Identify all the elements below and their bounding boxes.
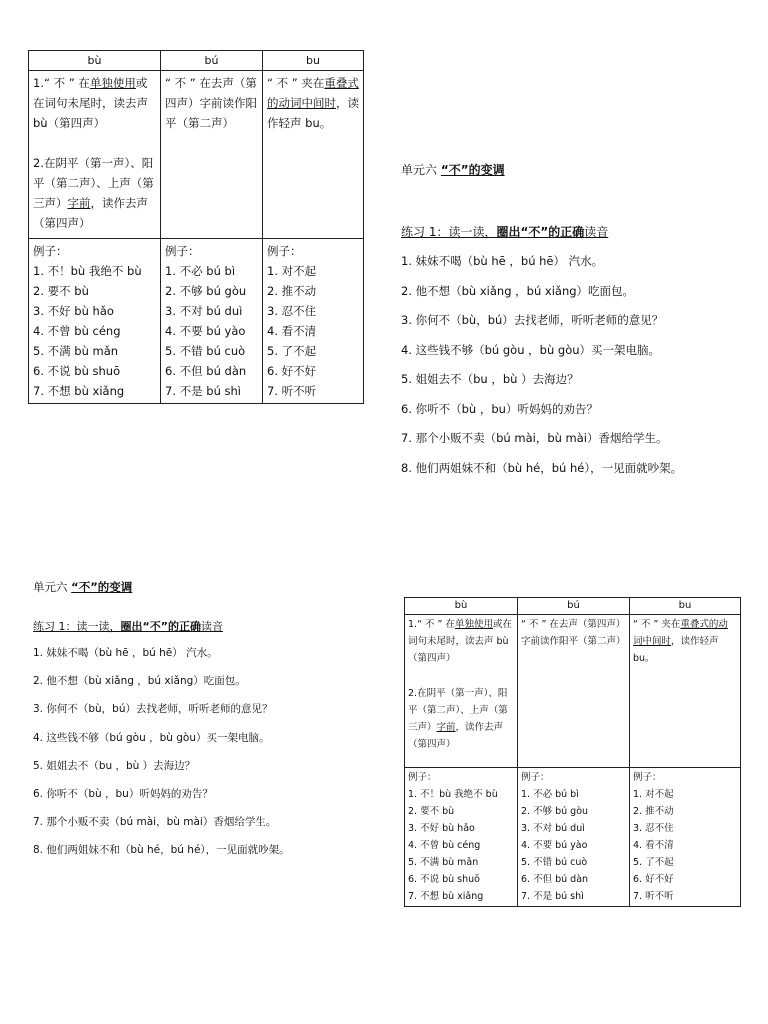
examples-row (29, 239, 364, 404)
question-item: 2. 他不想（bù xiǎng ，bú xiǎng）吃面包。 (401, 283, 635, 298)
question-item: 5. 姐姐去不（bu ，bù ）去海边？ (401, 372, 579, 386)
list-item: 3. 不好 bù hǎo (408, 823, 475, 834)
question-item: 4. 这些钱不够（bú gòu ，bù gòu）买一架电脑。 (33, 731, 270, 744)
question-item: 3. 你何不（bù，bú）去找老师，听听老师的意见？ (33, 703, 273, 716)
list-item: 1. 不！bù 我绝不 bù (33, 264, 142, 278)
table-header-row (405, 598, 741, 615)
header-bu-neutral: bu (630, 598, 741, 615)
list-item: 3. 不对 bú duì (521, 823, 585, 834)
unit-title: 单元六 “不”的变调 (401, 163, 505, 177)
question-item: 2. 他不想（bù xiǎng ，bú xiǎng）吃面包。 (33, 675, 246, 688)
list-item: 2. 推不动 (633, 806, 674, 817)
list-item: 1. 对不起 (267, 264, 317, 278)
list-item: 7. 不是 bú shì (165, 384, 242, 398)
list-item: 2. 不够 bú gòu (521, 806, 589, 817)
list-item: 7. 不是 bú shì (521, 891, 584, 902)
list-item: 6. 不说 bù shuō (33, 364, 121, 378)
tone-rules-table (28, 50, 364, 404)
list-item: 1. 不必 bú bì (165, 264, 236, 278)
table-header-row (29, 51, 364, 71)
question-item: 8. 他们两姐妹不和（bù hé，bú hé），一见面就吵架。 (401, 460, 683, 475)
list-item: 4. 不曾 bù céng (33, 324, 121, 338)
list-item: 1. 不必 bú bì (521, 789, 579, 800)
question-list (401, 247, 761, 483)
header-bu4: bù (405, 598, 518, 615)
list-item: 4. 不要 bú yào (521, 840, 588, 851)
list-item: 3. 忍不住 (267, 304, 317, 318)
header-bu2: bú (518, 598, 630, 615)
question-list (33, 639, 383, 865)
header-bu-neutral: bu (263, 51, 364, 71)
exercise-block-bottom (33, 577, 383, 865)
question-item: 5. 姐姐去不（bu ，bù ）去海边？ (33, 759, 196, 772)
list-item: 4. 看不清 (633, 840, 674, 851)
rule-cell-bu4: 1.“ 不 ” 在单独使用或在词句未尾时，读去声 bù（第四声） 2.在阴平（第一声）、阳平（第二声）、上声（第三声）字前，读作去声（第四声） (405, 615, 518, 768)
rule-cell-bu2: “ 不 ” 在去声（第四声）字前读作阳平（第二声） (161, 71, 263, 239)
examples-cell-bu2: 例子： 1. 不必 bú bì 2. 不够 bú gòu 3. 不对 bú duì 4. 不要 bú yào 5. 不错 bú cuò 6. 不但 bú dàn 7. 不是 bú shì (161, 239, 263, 404)
list-item: 7. 听不听 (633, 891, 674, 902)
list-item: 6. 好不好 (267, 364, 317, 378)
list-item: 6. 好不好 (633, 874, 674, 885)
list-item: 2. 推不动 (267, 284, 317, 298)
list-item: 2. 要不 bù (408, 806, 455, 817)
list-item: 5. 不错 bú cuò (521, 857, 588, 868)
exercise-heading: 练习 1：读一读，圈出“不”的正确读音 (33, 620, 223, 633)
list-item: 3. 不对 bú duì (165, 304, 243, 318)
examples-cell-bu-neutral: 例子： 1. 对不起 2. 推不动 3. 忍不住 4. 看不清 5. 了不起 6. 好不好 7. 听不听 (630, 768, 741, 907)
header-bu2: bú (161, 51, 263, 71)
header-bu4: bù (29, 51, 161, 71)
list-item: 3. 不好 bù hǎo (33, 304, 114, 318)
question-item: 7. 那个小贩不卖（bú mài，bù mài）香烟给学生。 (33, 816, 277, 829)
unit-title: 单元六 “不”的变调 (33, 580, 133, 594)
list-item: 2. 不够 bú gòu (165, 284, 247, 298)
question-item: 1. 妹妹不喝（bù hē ，bú hē） 汽水。 (33, 647, 218, 659)
list-item: 7. 不想 bù xiǎng (408, 891, 484, 902)
tone-rules-table-small (404, 597, 741, 907)
examples-cell-bu4: 例子： 1. 不！bù 我绝不 bù 2. 要不 bù 3. 不好 bù hǎo 4. 不曾 bù céng 5. 不满 bù mǎn 6. 不说 bù shuō 7. 不想 bù xiǎng (29, 239, 161, 404)
list-item: 1. 对不起 (633, 789, 674, 800)
list-item: 7. 听不听 (267, 384, 317, 398)
list-item: 4. 不曾 bù céng (408, 840, 481, 851)
question-item: 6. 你听不（bù ，bu）听妈妈的劝告？ (33, 788, 213, 801)
question-item: 1. 妹妹不喝（bù hē ，bú hē） 汽水。 (401, 254, 604, 268)
examples-cell-bu4: 例子： 1. 不！bù 我绝不 bù 2. 要不 bù 3. 不好 bù hǎo 4. 不曾 bù céng 5. 不满 bù mǎn 6. 不说 bù shuō 7. 不想 bù xiǎng (405, 768, 518, 907)
list-item: 5. 不错 bú cuò (165, 344, 246, 358)
examples-cell-bu-neutral: 例子： 1. 对不起 2. 推不动 3. 忍不住 4. 看不清 5. 了不起 6. 好不好 7. 听不听 (263, 239, 364, 404)
rules-row (405, 615, 741, 768)
list-item: 3. 忍不住 (633, 823, 674, 834)
list-item: 2. 要不 bù (33, 284, 89, 298)
rule-cell-bu-neutral: “ 不 ” 夹在重叠式的动词中间时，读作轻声 bu。 (263, 71, 364, 239)
list-item: 6. 不但 bú dàn (165, 364, 247, 378)
list-item: 5. 了不起 (267, 344, 317, 358)
rule-cell-bu2: “ 不 ” 在去声（第四声）字前读作阳平（第二声） (518, 615, 630, 768)
list-item: 4. 不要 bú yào (165, 324, 246, 338)
exercise-block-top (401, 159, 761, 483)
exercise-heading: 练习 1：读一读，圈出“不”的正确读音 (401, 225, 609, 239)
question-item: 3. 你何不（bù，bú）去找老师，听听老师的意见？ (401, 313, 664, 327)
question-item: 6. 你听不（bù ，bu）听妈妈的劝告？ (401, 401, 598, 416)
question-item: 8. 他们两姐妹不和（bù hé，bú hé），一见面就吵架。 (33, 844, 290, 857)
list-item: 6. 不说 bù shuō (408, 874, 480, 885)
list-item: 5. 不满 bù mǎn (408, 857, 479, 868)
question-item: 4. 这些钱不够（bú gòu ，bù gòu）买一架电脑。 (401, 342, 661, 357)
list-item: 4. 看不清 (267, 324, 317, 338)
examples-cell-bu2: 例子： 1. 不必 bú bì 2. 不够 bú gòu 3. 不对 bú duì 4. 不要 bú yào 5. 不错 bú cuò 6. 不但 bú dàn 7. 不是 bú shì (518, 768, 630, 907)
rule-cell-bu-neutral: “ 不 ” 夹在重叠式的动词中间时，读作轻声 bu。 (630, 615, 741, 768)
list-item: 1. 不！bù 我绝不 bù (408, 789, 498, 800)
list-item: 5. 了不起 (633, 857, 674, 868)
examples-row (405, 768, 741, 907)
rules-row (29, 71, 364, 239)
list-item: 5. 不满 bù mǎn (33, 344, 119, 358)
list-item: 7. 不想 bù xiǎng (33, 384, 125, 398)
list-item: 6. 不但 bú dàn (521, 874, 589, 885)
rule-cell-bu4: 1.“ 不 ” 在单独使用或在词句未尾时，读去声 bù（第四声） 2.在阴平（第一声）、阳平（第二声）、上声（第三声）字前，读作去声（第四声） (29, 71, 161, 239)
question-item: 7. 那个小贩不卖（bú mài，bù mài）香烟给学生。 (401, 431, 668, 445)
